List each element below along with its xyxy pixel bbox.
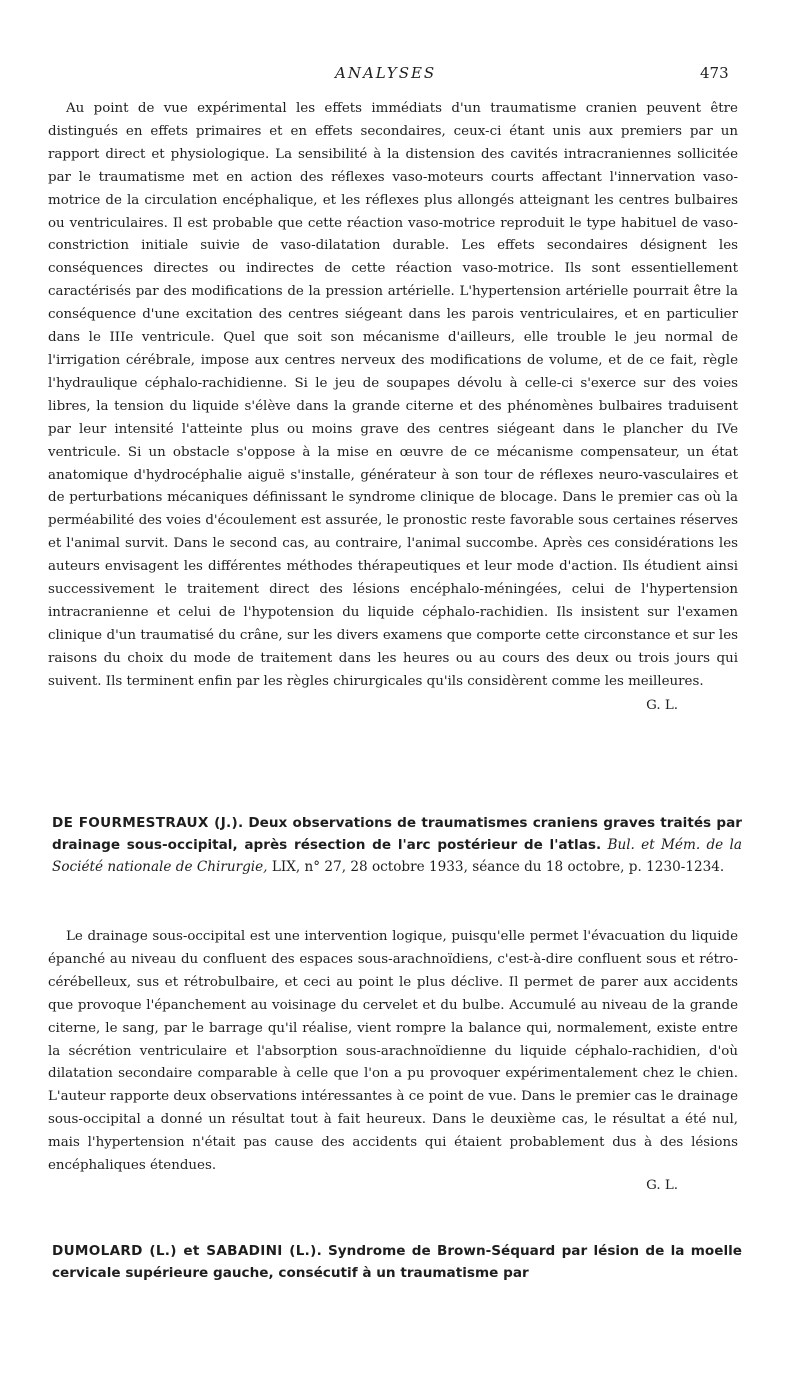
reviewer-signature: G. L. [646,697,678,713]
abstract-continuation [48,98,738,716]
entry-authors: DE FOURMESTRAUX (J.). [52,815,244,831]
entry-authors: DUMOLARD (L.) et SABADINI (L.). [52,1243,323,1259]
abstract-paragraph: Au point de vue expérimental les effets immédiats d'un traumatisme cranien peuvent être distingués en effets primaires et en effets secondaires, ceux-ci étant unis aux premiers par un rapport direct et physiologique. La sensibilité à la distension des cavités intracraniennes sollicitée par le traumatisme met en action des réflexes vaso-moteurs courts affectant l'innervation vaso-motrice de la circulation encéphalique, et les réflexes plus allongés atteignant les centres bulbaires ou ventriculaires. Il est probable que cette réaction vaso-motrice reproduit le type habituel de vaso-constriction initiale suivie de vaso-dilatation durable. Les effets secondaires désignent les conséquences directes ou indirectes de cette réaction vaso-motrice. Ils sont essentiellement caractérisés par des modifications de la pression artérielle. L'hypertension artérielle pourrait être la conséquence d'une excitation des centres siégeant dans les parois ventriculaires, et en particulier dans le IIIe ventricule. Quel que soit son mécanisme d'ailleurs, elle trouble le jeu normal de l'irrigation cérébrale, impose aux centres nerveux des modifications de volume, et de ce fait, règle l'hydraulique céphalo-rachidienne. Si le jeu de soupapes dévolu à celle-ci s'exerce sur des voies libres, la tension du liquide s'élève dans la grande citerne et des phénomènes bulbaires traduisent par leur intensité l'atteinte plus ou moins grave des centres siégeant dans le plancher du IVe ventricule. Si un obstacle s'oppose à la mise en œuvre de ce mécanisme compensateur, un état anatomique d'hydrocéphalie aiguë s'installe, générateur à son tour de réflexes neuro-vasculaires et de perturbations mécaniques définissant le syndrome clinique de blocage. Dans le premier cas où la perméabilité des voies d'écoulement est assurée, le pronostic reste favorable sous certaines réserves et l'animal survit. Dans le second cas, au contraire, l'animal succombe. Après ces considérations les auteurs envisagent les différentes méthodes thérapeutiques et leur mode d'action. Ils étudient ainsi successivement le traitement direct des lésions encéphalo-méningées, celui de l'hypertension intracranienne et celui de l'hypotension du liquide céphalo-rachidien. Ils insistent sur l'examen clinique d'un traumatisé du crâne, sur les divers examens que comporte cette circonstance et sur les raisons du choix du mode de traitement dans les heures ou au cours des deux ou trois jours qui suivent. Ils terminent enfin par les règles chirurgicales qu'ils considèrent comme les meilleures. [48,101,738,689]
running-title: ANALYSES [335,64,437,82]
entry-title: Syndrome de Brown-Séquard par lésion de la moelle cervicale supérieure gauche, consécutif à un traumatisme par [52,1243,742,1281]
page-header [0,64,800,84]
reviewer-signature: G. L. [646,1177,678,1193]
abstract-paragraph: Le drainage sous-occipital est une intervention logique, puisqu'elle permet l'évacuation du liquide épanché au niveau du confluent des espaces sous-arachnoïdiens, c'est-à-dire confluent sous et rétro-cérébelleux, sus et rétrobulbaire, et ceci au point le plus déclive. Il permet de parer aux accidents que provoque l'épanchement au voisinage du cervelet et du bulbe. Accumulé au niveau de la grande citerne, le sang, par le barrage qu'il réalise, vient rompre la balance qui, normalement, existe entre la sécrétion ventriculaire et l'absorption sous-arachnoïdienne du liquide céphalo-rachidien, d'où dilatation secondaire comparable à celle que l'on a pu provoquer expérimentalement chez le chien. L'auteur rapporte deux observations intéressantes à ce point de vue. Dans le premier cas le drainage sous-occipital a donné un résultat tout à fait heureux. Dans le deuxième cas, le résultat a été nul, mais l'hypertension n'était pas cause des accidents qui étaient probablement dus à des lésions encéphaliques étendues. [48,929,738,1174]
abstract-fourmestraux [48,926,738,1196]
page-number: 473 [700,64,729,82]
bibliographic-entry-dumolard [52,1240,742,1284]
entry-journal: Bul. et Mém. de la Société nationale de Chirurgie, [52,837,742,875]
entry-citation: LIX, n° 27, 28 octobre 1933, séance du 18 octobre, p. 1230-1234. [271,859,725,875]
bibliographic-entry-fourmestraux [52,812,742,878]
entry-title: Deux observations de traumatismes craniens graves traités par drainage sous-occipital, après résection de l'arc postérieur de l'atlas. [52,815,742,853]
